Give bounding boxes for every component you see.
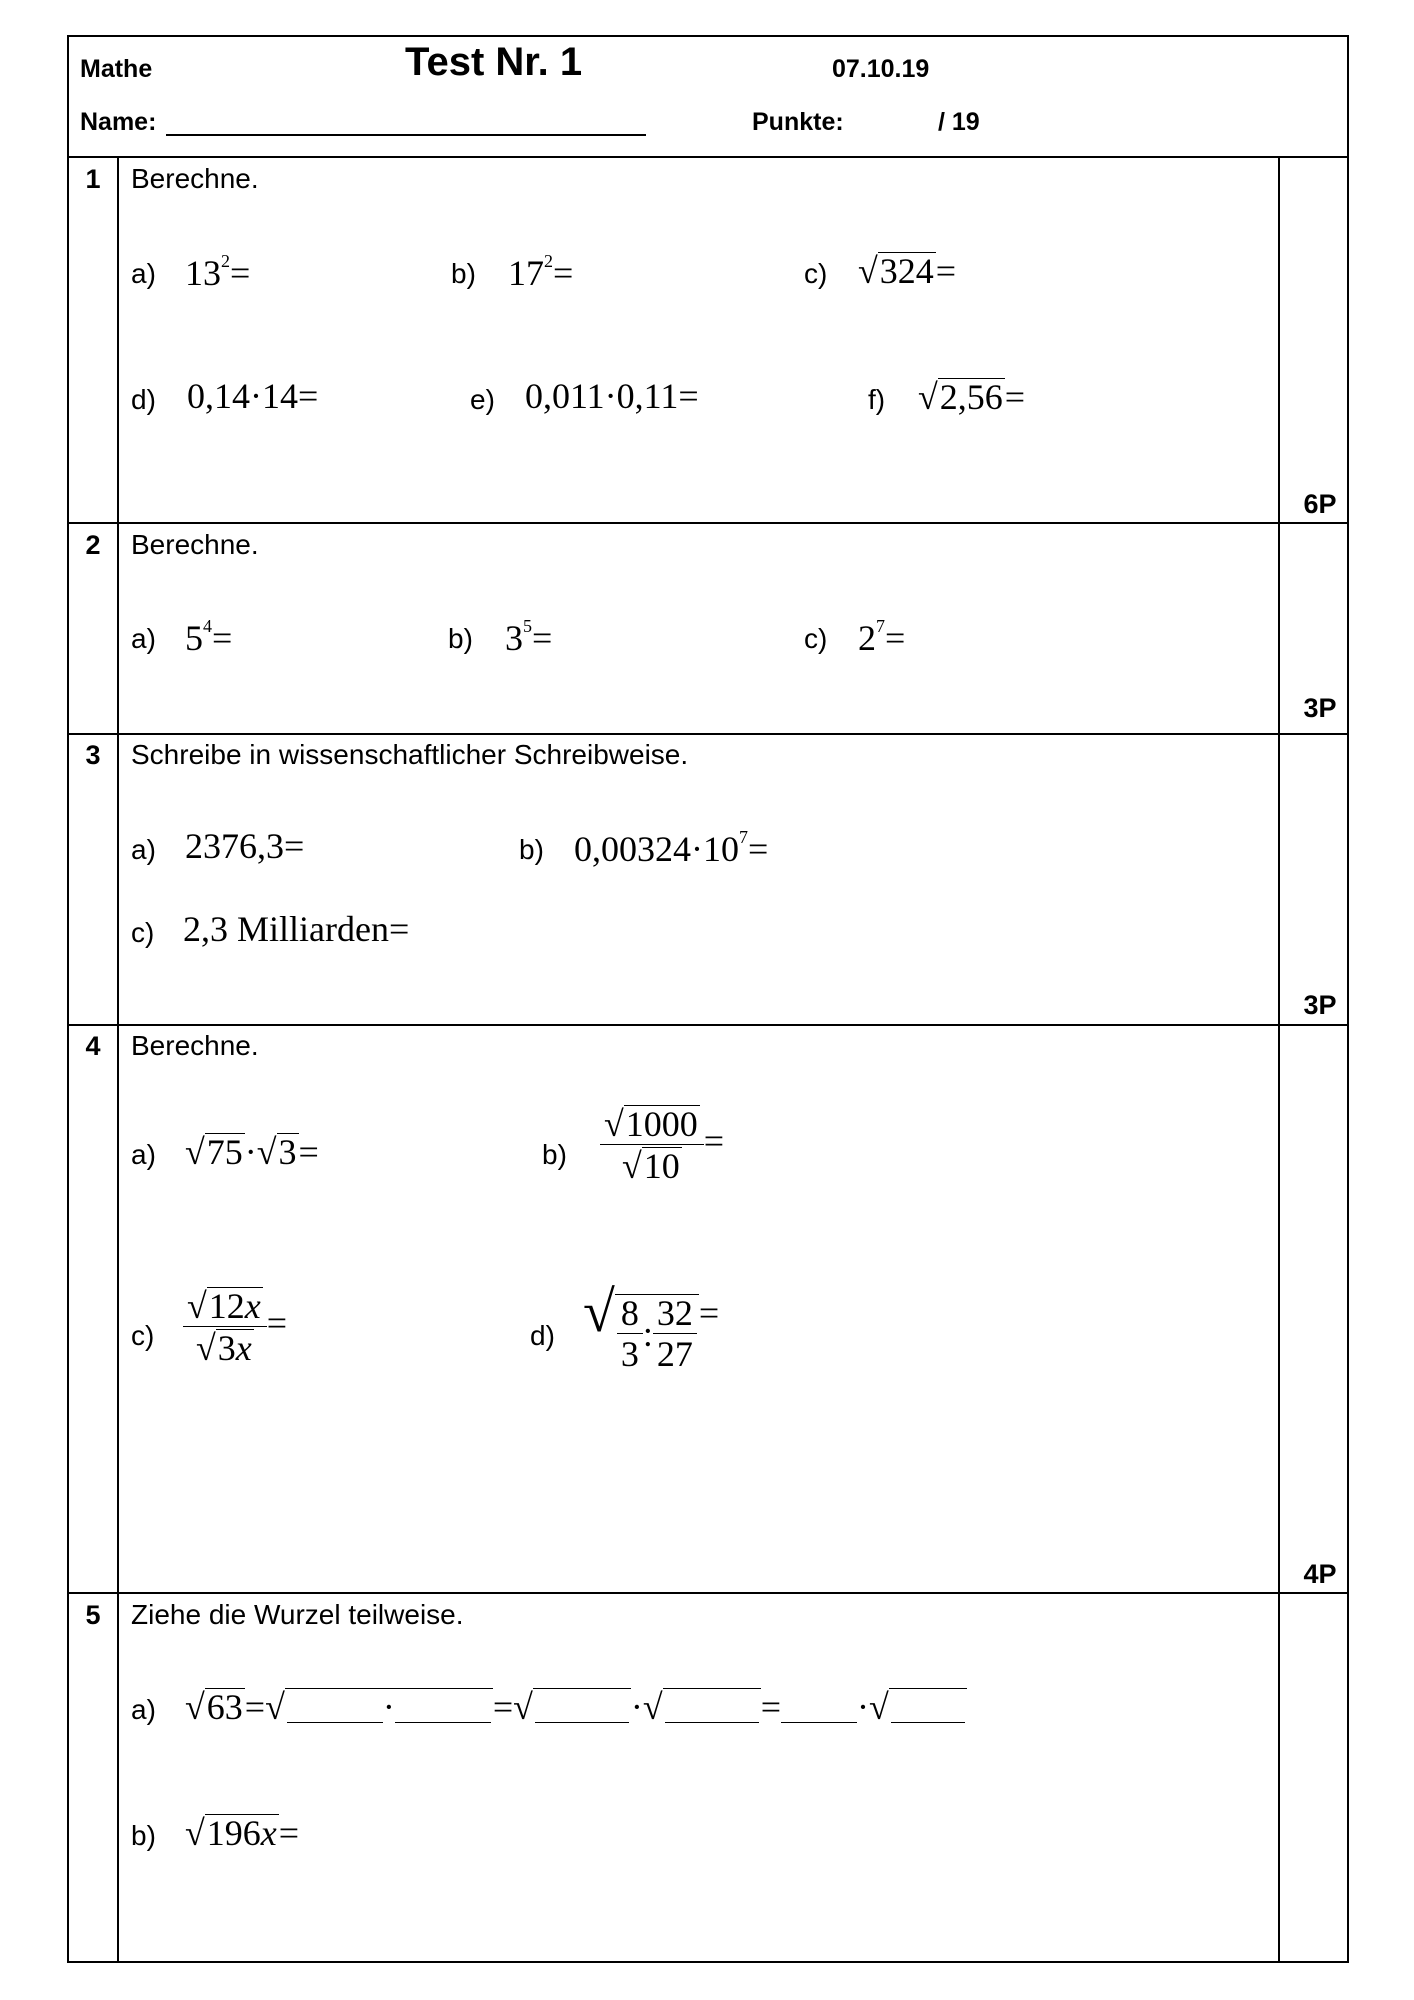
task4-b-fraction: $\frac{√1000}{√10}$ [600,1105,704,1184]
task4-b-label: b) [542,1139,567,1170]
task5-a-blank-2[interactable] [395,1694,491,1723]
task2-c-expr: $2^7=$ [858,616,906,658]
task5-a-blank-4[interactable] [665,1694,759,1723]
task4-c-fraction: $\frac{√12x}{√3x}$ [183,1287,267,1366]
task3-c-label: c) [131,917,155,948]
task4-c-label: c) [131,1320,155,1351]
row-divider-3 [67,1024,1349,1026]
task5-a-blank-3[interactable] [535,1694,629,1723]
task5-a-blank-6[interactable] [891,1694,965,1723]
task4-c-expr: $\frac{√12x}{√3x}$ = [183,1287,287,1366]
name-label: Name: [80,108,157,136]
task2-a-label: a) [131,623,156,654]
task1-b-expr: $17^2=$ [508,251,574,293]
task3-a-expr: 2376,3= [185,826,305,866]
task5-a-expr: √63=√ · =√ ·√ = ·√ [185,1688,967,1725]
frame-bottom [67,1961,1349,1963]
task3-c-expr: 2,3 Milliarden= [183,909,410,949]
page-title: Test Nr. 1 [405,40,583,84]
task-number-2: 2 [85,530,101,560]
task4-d-radical: √ $\frac{8}{3}$ : $\frac{32}{27}$ [583,1283,699,1372]
task-number-5: 5 [85,1600,101,1630]
task-number-1: 1 [85,164,101,194]
task3-a-label: a) [131,834,156,865]
task-points-1: 6P [1303,489,1337,519]
task-instruction-3: Schreibe in wissenschaftlicher Schreibweise. [131,739,689,770]
row-divider-1 [67,522,1349,524]
task2-a-expr: $5^4=$ [185,616,233,658]
header-divider [67,156,1349,158]
task3-b-label: b) [519,834,544,865]
row-divider-2 [67,733,1349,735]
task1-e-expr: 0,011·0,11= [525,376,699,416]
task-instruction-4: Berechne. [131,1030,259,1061]
task2-b-label: b) [448,623,473,654]
task1-f-expr: √2,56= [918,377,1026,417]
task5-b-label: b) [131,1820,156,1851]
task5-a-blank-1[interactable] [287,1694,383,1723]
row-divider-4 [67,1592,1349,1594]
task4-a-expr: √75·√3= [185,1132,319,1172]
task-number-3: 3 [85,740,101,770]
task1-a-expr: $13^2=$ [185,251,251,293]
task1-c-expr: √324= [858,251,957,291]
points-column-divider [1278,156,1280,1963]
task-points-3: 3P [1303,990,1337,1020]
task1-c-label: c) [804,258,828,289]
task2-c-label: c) [804,623,828,654]
frame-left [67,35,69,1963]
points-label: Punkte: [752,108,844,136]
task4-a-label: a) [131,1139,156,1170]
task-points-2: 3P [1303,693,1337,723]
task3-b-expr: $0,00324\cdot 10^7=$ [574,827,769,869]
subject-label: Mathe [80,55,153,83]
task5-b-expr: √196x= [185,1813,300,1853]
task1-a-label: a) [131,258,156,289]
task1-f-label: f) [868,384,886,415]
task4-b-expr: $\frac{√1000}{√10}$ = [600,1105,724,1184]
task5-a-blank-5[interactable] [781,1694,857,1723]
task4-d-expr: √ $\frac{8}{3}$ : $\frac{32}{27}$ = [583,1279,720,1374]
task-number-4: 4 [85,1031,101,1061]
task2-b-expr: $3^5=$ [505,616,553,658]
task-instruction-2: Berechne. [131,529,259,560]
name-field[interactable] [166,134,646,136]
frame-top [67,35,1349,37]
date-label: 07.10.19 [832,55,930,83]
task4-d-label: d) [530,1320,555,1351]
task1-d-label: d) [131,384,156,415]
points-total: / 19 [938,108,980,136]
task-instruction-5: Ziehe die Wurzel teilweise. [131,1599,464,1630]
task5-a-label: a) [131,1694,156,1725]
task1-b-label: b) [451,258,476,289]
task-instruction-1: Berechne. [131,163,259,194]
task1-e-label: e) [470,384,495,415]
task1-d-expr: 0,14·14= [187,376,319,416]
task-points-4: 4P [1303,1559,1337,1589]
